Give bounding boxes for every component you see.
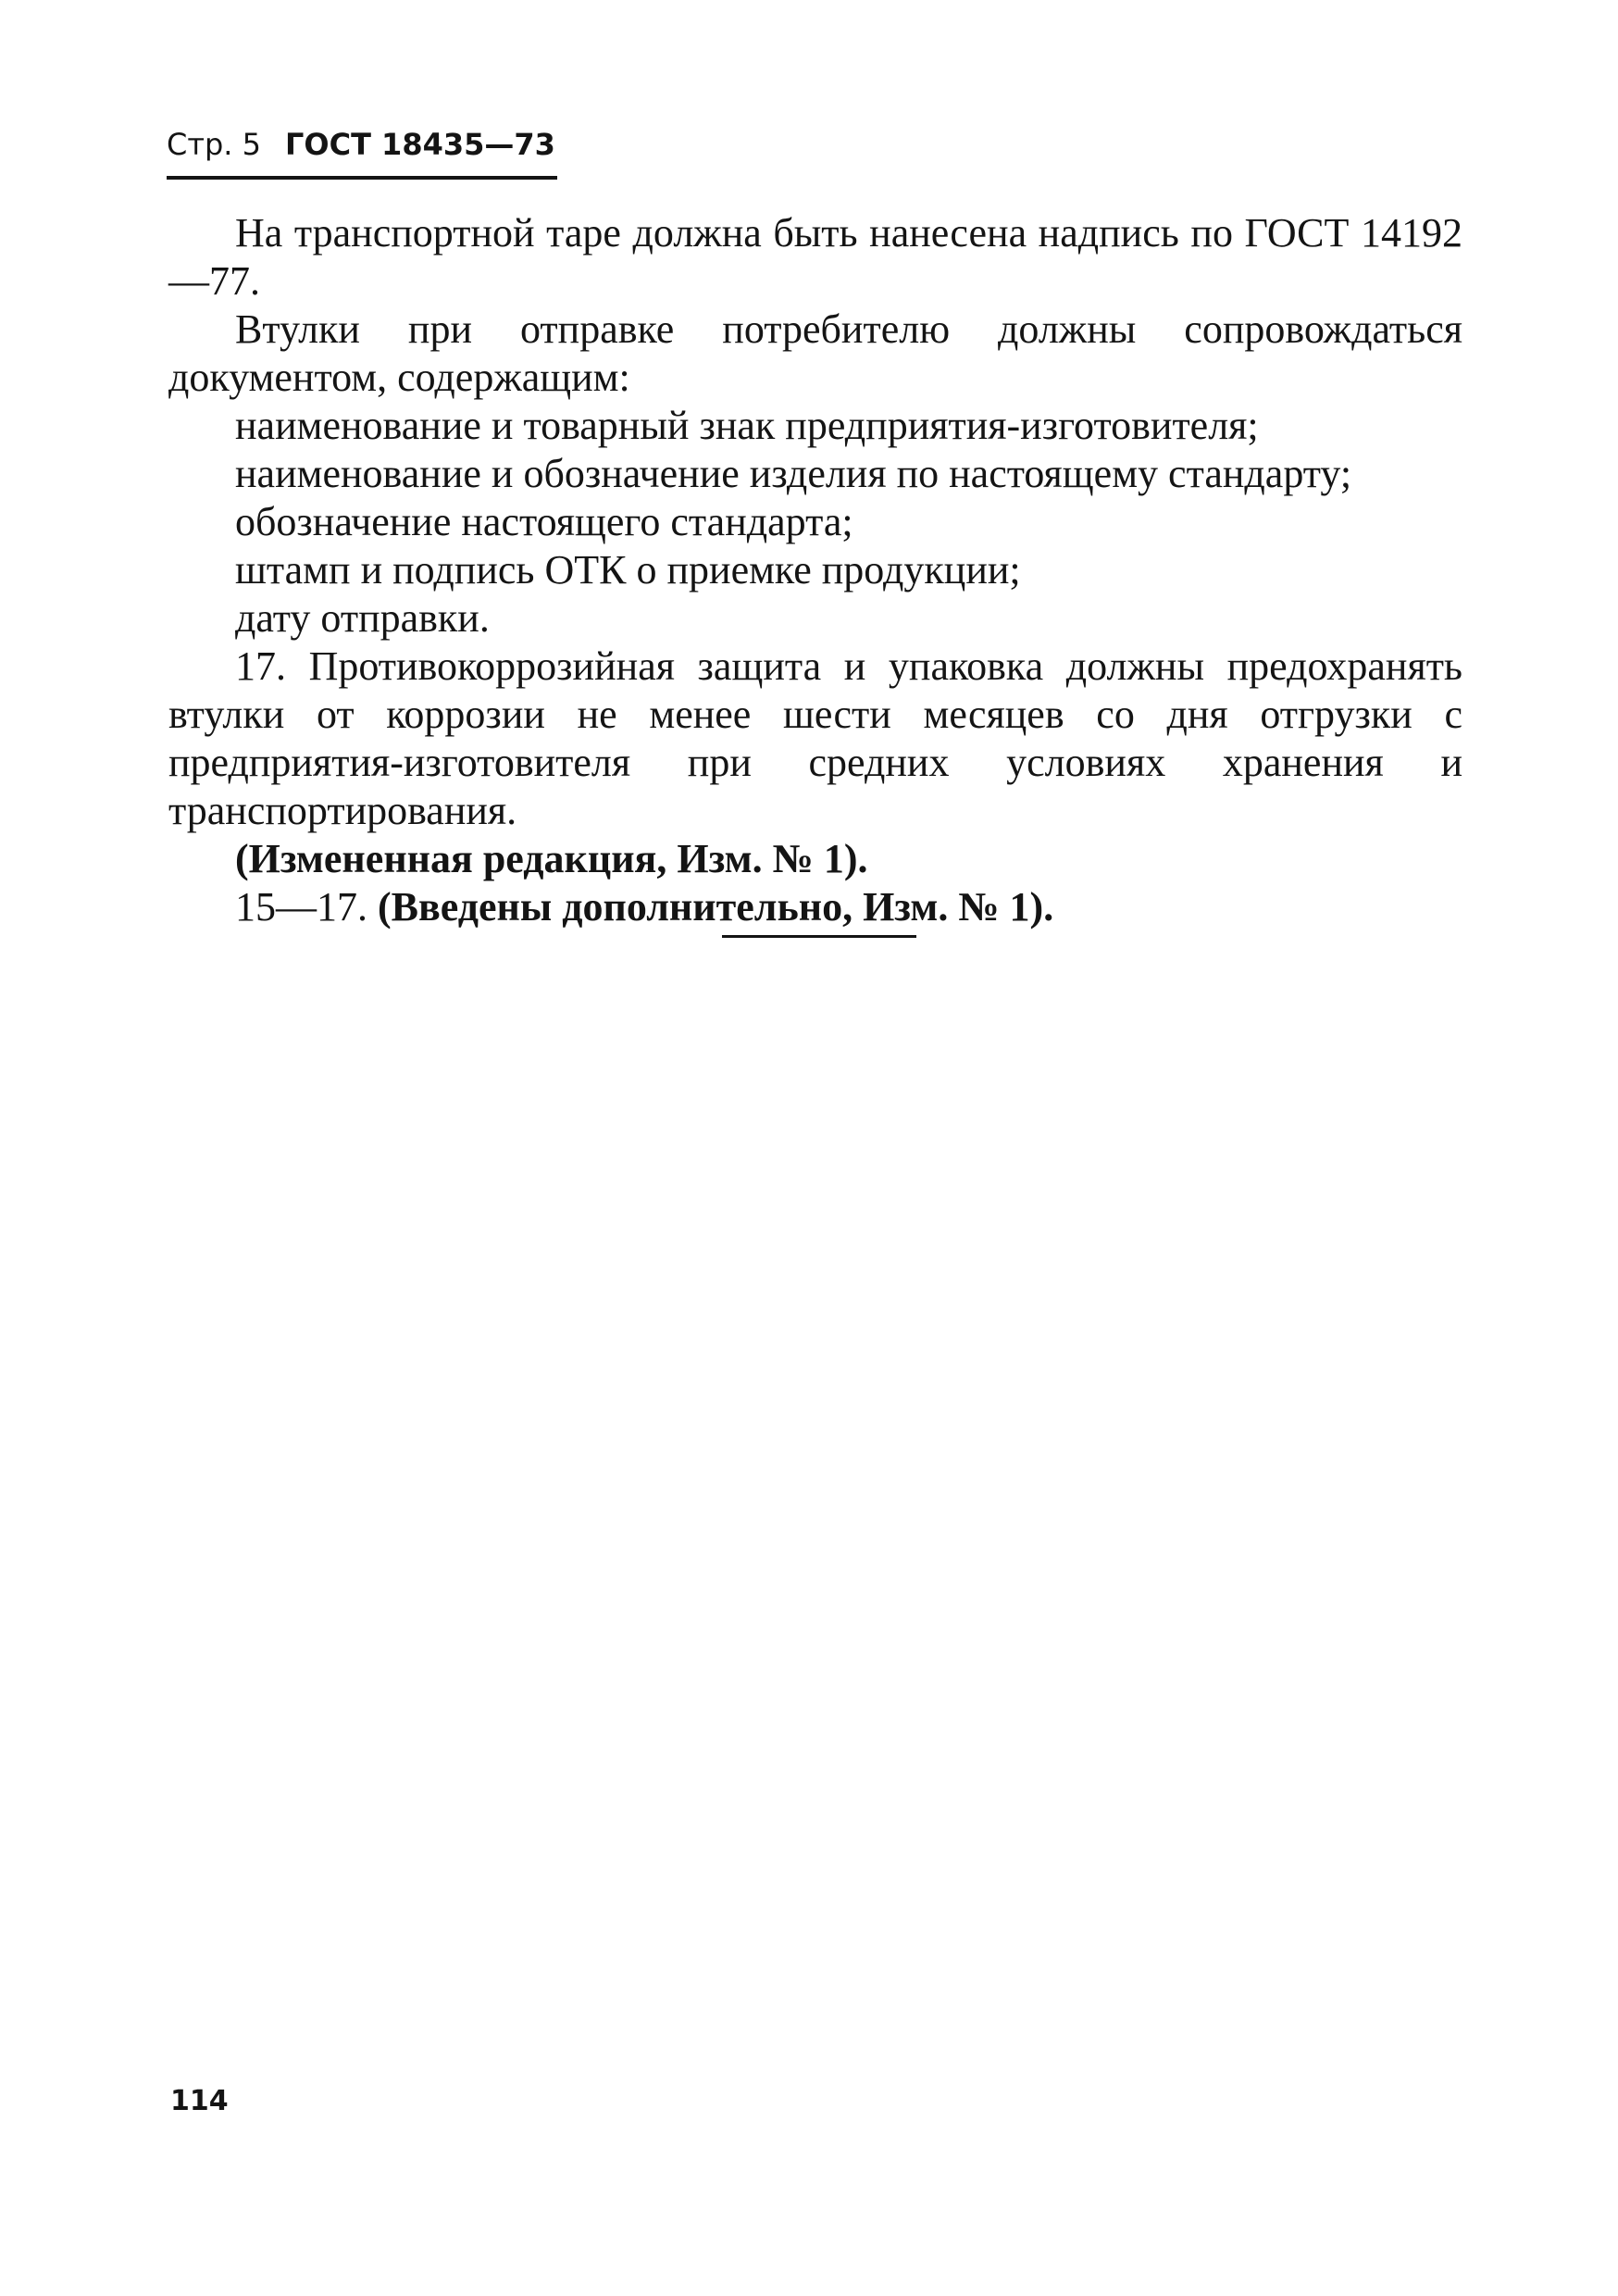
paragraph-marking: На транспортной таре должна быть нанесена надпись по ГОСТ 14192—77. [168,210,1462,304]
paragraph-accompanying-document: Втулки при отправке потребителю должны сопровождаться документом, содержащим: [168,306,1462,400]
amendment-note: (Измененная редакция, Изм. № 1). [235,836,868,881]
list-item: штамп и подпись ОТК о приемке продукции; [235,547,1021,593]
header-rule [167,176,557,180]
list-item: наименование и обозначение изделия по настоящему стандарту; [235,451,1352,496]
introduced-note: (Введены дополнительно, Изм. № 1). [378,884,1054,930]
page-header [167,126,555,163]
list-item: наименование и товарный знак предприятия-изготовителя; [235,403,1259,448]
paragraph-17-corrosion-protection: 17. Противокоррозийная защита и упаковка должны предохранять втулки от коррозии не менее шести месяцев со дня отгрузки с предприятия-изготовителя при средних условиях хранения и транспортирования. [168,643,1462,833]
end-of-text-rule [722,935,916,938]
introduced-note-line [168,883,1462,931]
list-item: дату отправки. [235,595,490,641]
document-code: ГОСТ 18435—73 [285,127,555,162]
list-item: обозначение настоящего стандарта; [235,499,853,544]
page-number: 114 [170,2085,229,2117]
introduced-range: 15—17. [235,884,367,930]
document-body [168,209,1462,931]
page-label: Стр. 5 [167,127,261,162]
